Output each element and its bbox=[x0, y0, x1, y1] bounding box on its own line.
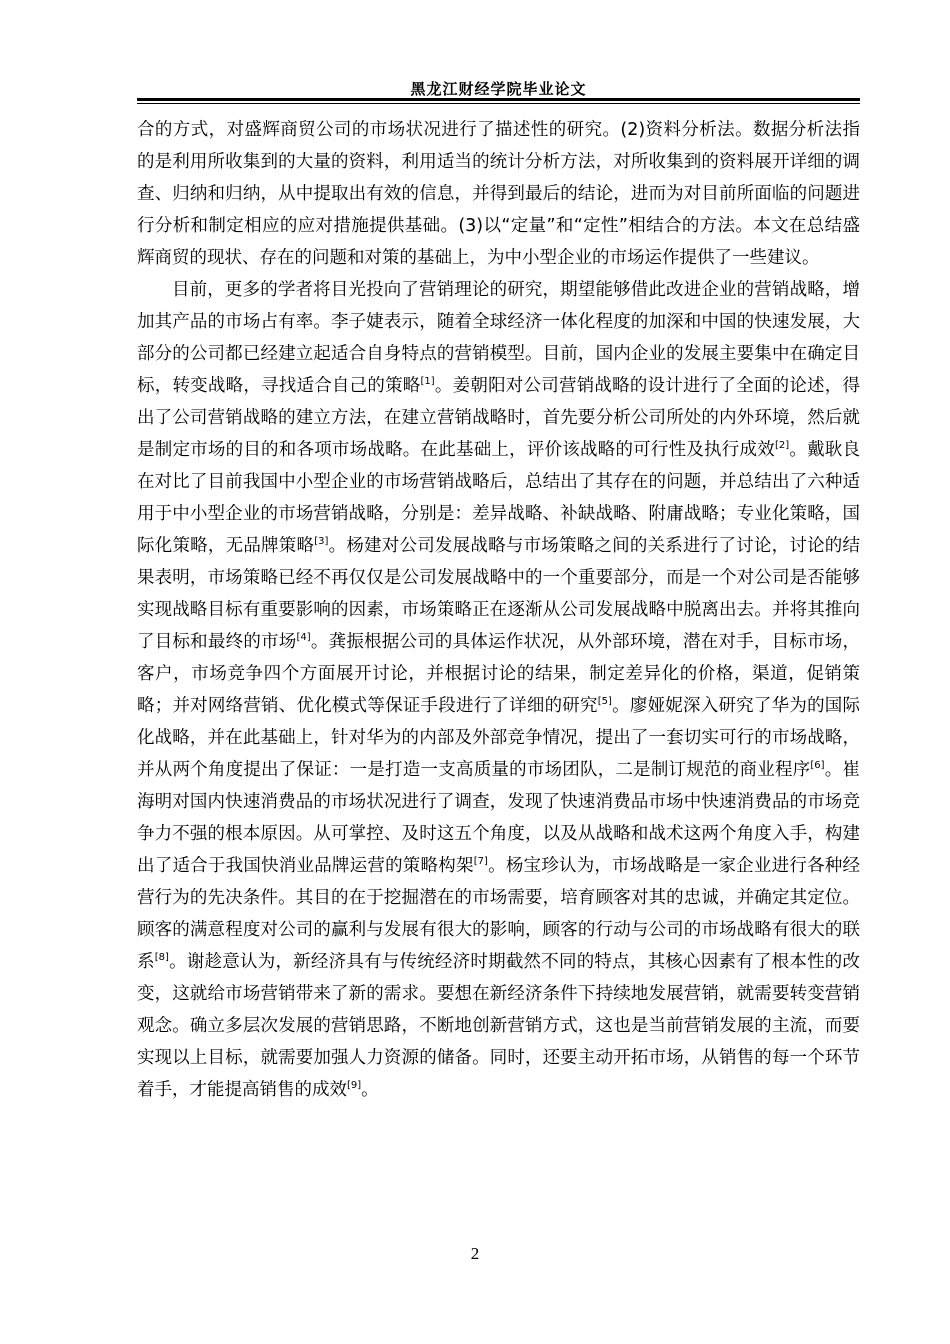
citation-ref: [9] bbox=[347, 1080, 362, 1092]
body-text bbox=[137, 114, 860, 1106]
citation-ref: [5] bbox=[597, 696, 612, 708]
paragraph-text: 。戴耿良在对比了目前我国中小型企业的市场营销战略后，总结出了其存在的问题，并总结出了六种适用于中小型企业的市场营销战略，分别是：差异战略、补缺战略、附庸战略；专业化策略，国际化策略，无品牌策略 bbox=[137, 440, 861, 556]
citation-ref: [8] bbox=[154, 952, 169, 964]
page-number: 2 bbox=[470, 1244, 480, 1263]
paragraph-text: 目前，更多的学者将目光投向了营销理论的研究，期望能够借此改进企业的营销战略，增加其产品的市场占有率。李子婕表示，随着全球经济一体化程度的加深和中国的快速发展，大部分的公司都已经建立起适合自身特点的营销模型。目前，国内企业的发展主要集中在确定目标，转变战略，寻找适合自己的策略 bbox=[137, 280, 860, 396]
paragraph-methods bbox=[137, 114, 860, 274]
paragraph-text: 。杨建对公司发展战略与市场策略之间的关系进行了讨论，讨论的结果表明，市场策略已经不再仅仅是公司发展战略中的一个重要部分，而是一个对公司是否能够实现战略目标有重要影响的因素，市场策略正在逐渐从公司发展战略中脱离出去。并将其推向了目标和最终的市场 bbox=[137, 536, 861, 652]
paragraph-text: 。谢趁意认为，新经济具有与传统经济时期截然不同的特点，其核心因素有了根本性的改变，这就给市场营销带来了新的需求。要想在新经济条件下持续地发展营销，就需要转变营销观念。确立多层次发展的营销思路，不断地创新营销方式，这也是当前营销发展的主流，而要实现以上目标，就需要加强人力资源的储备。同时，还要主动开拓市场，从销售的每一个环节着手，才能提高销售的成效 bbox=[137, 952, 861, 1100]
paragraph-text: 。 bbox=[361, 1080, 379, 1100]
paragraph-literature-review bbox=[137, 274, 860, 1106]
paragraph-text: 。龚振根据公司的具体运作状况，从外部环境，潜在对手，目标市场，客户，市场竞争四个方面展开讨论，并根据讨论的结果，制定差异化的价格，渠道，促销策略；并对网络营销、优化模式等保证手段进行了详细的研究 bbox=[137, 632, 861, 716]
paragraph-text: 。廖娅妮深入研究了华为的国际化战略，并在此基础上，针对华为的内部及外部竞争情况，提出了一套切实可行的市场战略，并从两个角度提出了保证：一是打造一支高质量的市场团队，二是制订规范的商业程序 bbox=[137, 696, 861, 780]
citation-ref: [2] bbox=[774, 440, 790, 452]
paragraph-text: 。杨宝珍认为，市场战略是一家企业进行各种经营行为的先决条件。其目的在于挖掘潜在的市场需要，培育顾客对其的忠诚，并确定其定位。顾客的满意程度对公司的赢利与发展有很大的影响，顾客的行动与公司的市场战略有很大的联系 bbox=[137, 856, 861, 972]
header-rule-thick bbox=[137, 98, 860, 101]
citation-ref: [6] bbox=[810, 760, 825, 772]
paragraph-text: 。姜朝阳对公司营销战略的设计进行了全面的论述，得出了公司营销战略的建立方法，在建立营销战略时，首先要分析公司所处的内外环境，然后就是制定市场的目的和各项市场战略。在此基础上，评价该战略的可行性及执行成效 bbox=[137, 376, 860, 460]
citation-ref: [1] bbox=[420, 376, 435, 388]
citation-ref: [4] bbox=[296, 632, 311, 644]
running-header: 黑龙江财经学院毕业论文 bbox=[410, 80, 587, 98]
paragraph-text: 。崔海明对国内快速消费品的市场状况进行了调查，发现了快速消费品市场中快速消费品的市场竞争力不强的根本原因。从可掌控、及时这五个角度，以及从战略和战术这两个角度入手，构建出了适合于我国快消业品牌运营的策略构架 bbox=[137, 760, 861, 876]
citation-ref: [7] bbox=[473, 856, 488, 868]
paragraph-text: 合的方式，对盛辉商贸公司的市场状况进行了描述性的研究。(2)资料分析法。数据分析法指的是利用所收集到的大量的资料，利用适当的统计分析方法，对所收集到的资料展开详细的调查、归纳和归纳，从中提取出有效的信息，并得到最后的结论，进而为对目前所面临的问题进行分析和制定相应的应对措施提供基础。(3)以“定量”和“定性”相结合的方法。本文在总结盛辉商贸的现状、存在的问题和对策的基础上，为中小型企业的市场运作提供了一些建议。 bbox=[137, 120, 860, 268]
citation-ref: [3] bbox=[314, 536, 329, 548]
header-rule-thin bbox=[137, 103, 860, 104]
